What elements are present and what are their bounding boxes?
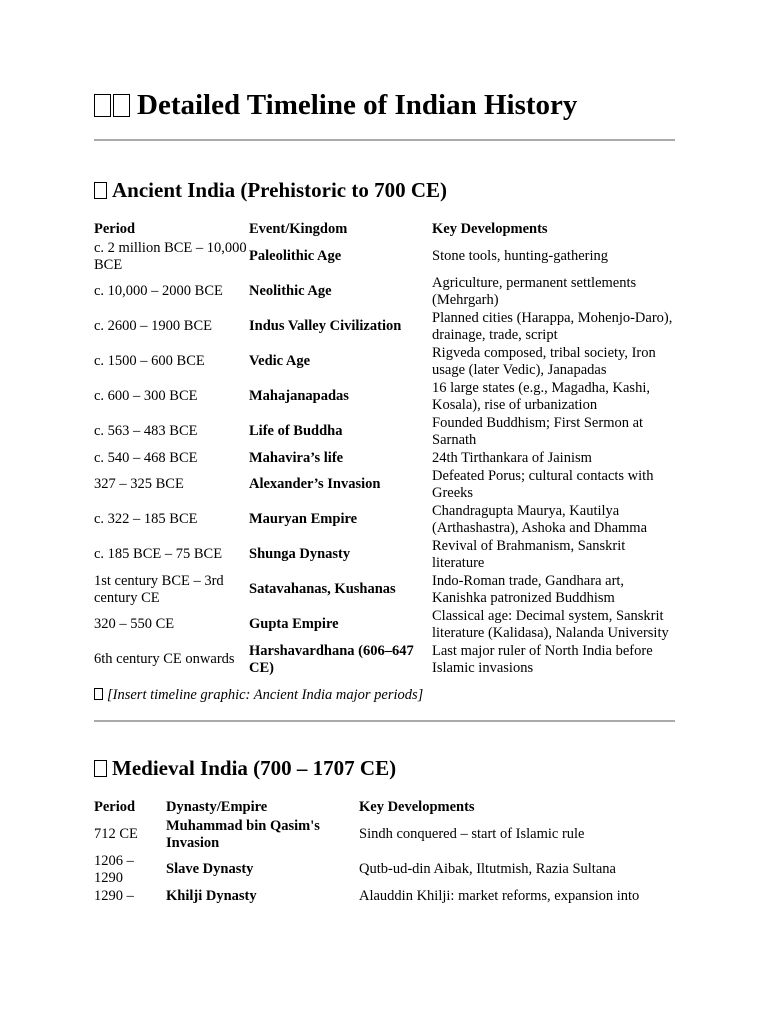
cell-developments: Last major ruler of North India before Islamic invasions (432, 642, 653, 676)
cell-period: c. 322 – 185 BCE (94, 511, 198, 527)
cell-event: Indus Valley Civilization (249, 318, 402, 334)
cell-period: c. 540 – 468 BCE (94, 449, 198, 466)
cell-developments: Rigveda composed, tribal society, Iron usage (later Vedic), Janapadas (432, 344, 656, 378)
cell-period: 1st century BCE – 3rd century CE (94, 572, 224, 606)
table-row (94, 607, 675, 642)
cell-developments: Sindh conquered – start of Islamic rule (359, 826, 585, 842)
table-row (94, 642, 675, 677)
cell-event: Vedic Age (249, 353, 311, 369)
table-row (94, 344, 675, 379)
table-header-row (94, 797, 675, 817)
cell-developments: 24th Tirthankara of Jainism (432, 449, 592, 466)
cell-period: c. 10,000 – 2000 BCE (94, 283, 223, 299)
cell-event: Alexander’s Invasion (249, 476, 381, 492)
cell-period: c. 2 million BCE – 10,000 BCE (94, 239, 247, 273)
table-row (94, 239, 675, 274)
cell-dynasty: Muhammad bin Qasim's Invasion (166, 817, 320, 851)
ancient-india-table (94, 219, 675, 677)
note-text: [Insert timeline graphic: Ancient India major periods] (107, 687, 424, 703)
cell-event: Mahavira’s life (249, 449, 344, 466)
medieval-india-table (94, 797, 675, 905)
table-row (94, 852, 675, 887)
table-row (94, 537, 675, 572)
section-heading-text: Medieval India (700 – 1707 CE) (112, 756, 397, 780)
cell-developments: Defeated Porus; cultural contacts with Greeks (432, 467, 654, 501)
cell-developments: Agriculture, permanent settlements (Mehrgarh) (432, 274, 637, 308)
table-row (94, 467, 675, 502)
column-header-event: Event/Kingdom (249, 220, 348, 237)
divider (94, 139, 675, 141)
table-row (94, 379, 675, 414)
missing-glyph-icon (94, 94, 111, 117)
table-row (94, 414, 675, 449)
cell-period: 327 – 325 BCE (94, 476, 184, 492)
cell-event: Neolithic Age (249, 283, 332, 299)
cell-period: c. 600 – 300 BCE (94, 388, 198, 404)
cell-developments: Founded Buddhism; First Sermon at Sarnath (432, 414, 644, 448)
cell-event: Shunga Dynasty (249, 546, 351, 562)
cell-event: Harshavardhana (606–647 CE) (249, 642, 414, 676)
cell-developments: 16 large states (e.g., Magadha, Kashi, Kosala), rise of urbanization (432, 379, 650, 413)
cell-event: Mahajanapadas (249, 388, 349, 404)
cell-developments: Stone tools, hunting-gathering (432, 248, 608, 264)
document-content (94, 86, 675, 905)
missing-glyph-icon (94, 760, 107, 777)
cell-period: 712 CE (94, 826, 138, 842)
cell-period: c. 563 – 483 BCE (94, 423, 198, 439)
page-title (94, 86, 675, 124)
cell-dynasty: Khilji Dynasty (166, 887, 257, 904)
cell-developments: Planned cities (Harappa, Mohenjo-Daro), drainage, trade, script (432, 309, 673, 343)
cell-event: Paleolithic Age (249, 248, 342, 264)
cell-dynasty: Slave Dynasty (166, 861, 254, 877)
divider (94, 720, 675, 722)
cell-developments: Chandragupta Maurya, Kautilya (Arthashastra), Ashoka and Dhamma (432, 502, 648, 536)
cell-event: Life of Buddha (249, 423, 343, 439)
cell-period: c. 185 BCE – 75 BCE (94, 546, 223, 562)
table-row (94, 449, 675, 467)
cell-developments: Qutb-ud-din Aibak, Iltutmish, Razia Sultana (359, 861, 616, 877)
column-header-developments: Key Developments (432, 220, 548, 237)
table-row (94, 502, 675, 537)
cell-developments: Revival of Brahmanism, Sanskrit literature (432, 537, 626, 571)
column-header-period: Period (94, 798, 136, 815)
missing-glyph-icon (94, 182, 107, 199)
cell-developments: Indo-Roman trade, Gandhara art, Kanishka patronized Buddhism (432, 572, 625, 606)
cell-period: 1206 – 1290 (94, 852, 134, 886)
column-header-period: Period (94, 220, 136, 237)
cell-developments: Alauddin Khilji: market reforms, expansion into (359, 887, 640, 904)
missing-glyph-icon (94, 688, 103, 700)
table-row (94, 309, 675, 344)
section-heading-medieval (94, 754, 675, 782)
column-header-dynasty: Dynasty/Empire (166, 798, 268, 815)
timeline-graphic-note (94, 687, 675, 704)
table-row (94, 572, 675, 607)
cell-period: 320 – 550 CE (94, 616, 175, 632)
cell-period: 6th century CE onwards (94, 651, 235, 667)
table-row (94, 274, 675, 309)
cell-event: Mauryan Empire (249, 511, 358, 527)
cell-developments: Classical age: Decimal system, Sanskrit literature (Kalidasa), Nalanda University (432, 607, 669, 641)
section-heading-ancient (94, 176, 675, 204)
table-row (94, 887, 675, 905)
page-title-text: Detailed Timeline of Indian History (137, 89, 578, 121)
cell-period: 1290 – (94, 887, 134, 904)
cell-event: Satavahanas, Kushanas (249, 581, 396, 597)
section-heading-text: Ancient India (Prehistoric to 700 CE) (112, 178, 448, 202)
cell-period: c. 1500 – 600 BCE (94, 353, 205, 369)
cell-period: c. 2600 – 1900 BCE (94, 318, 213, 334)
table-header-row (94, 219, 675, 239)
cell-event: Gupta Empire (249, 616, 339, 632)
table-row (94, 817, 675, 852)
column-header-developments: Key Developments (359, 798, 475, 815)
missing-glyph-icon (113, 94, 130, 117)
